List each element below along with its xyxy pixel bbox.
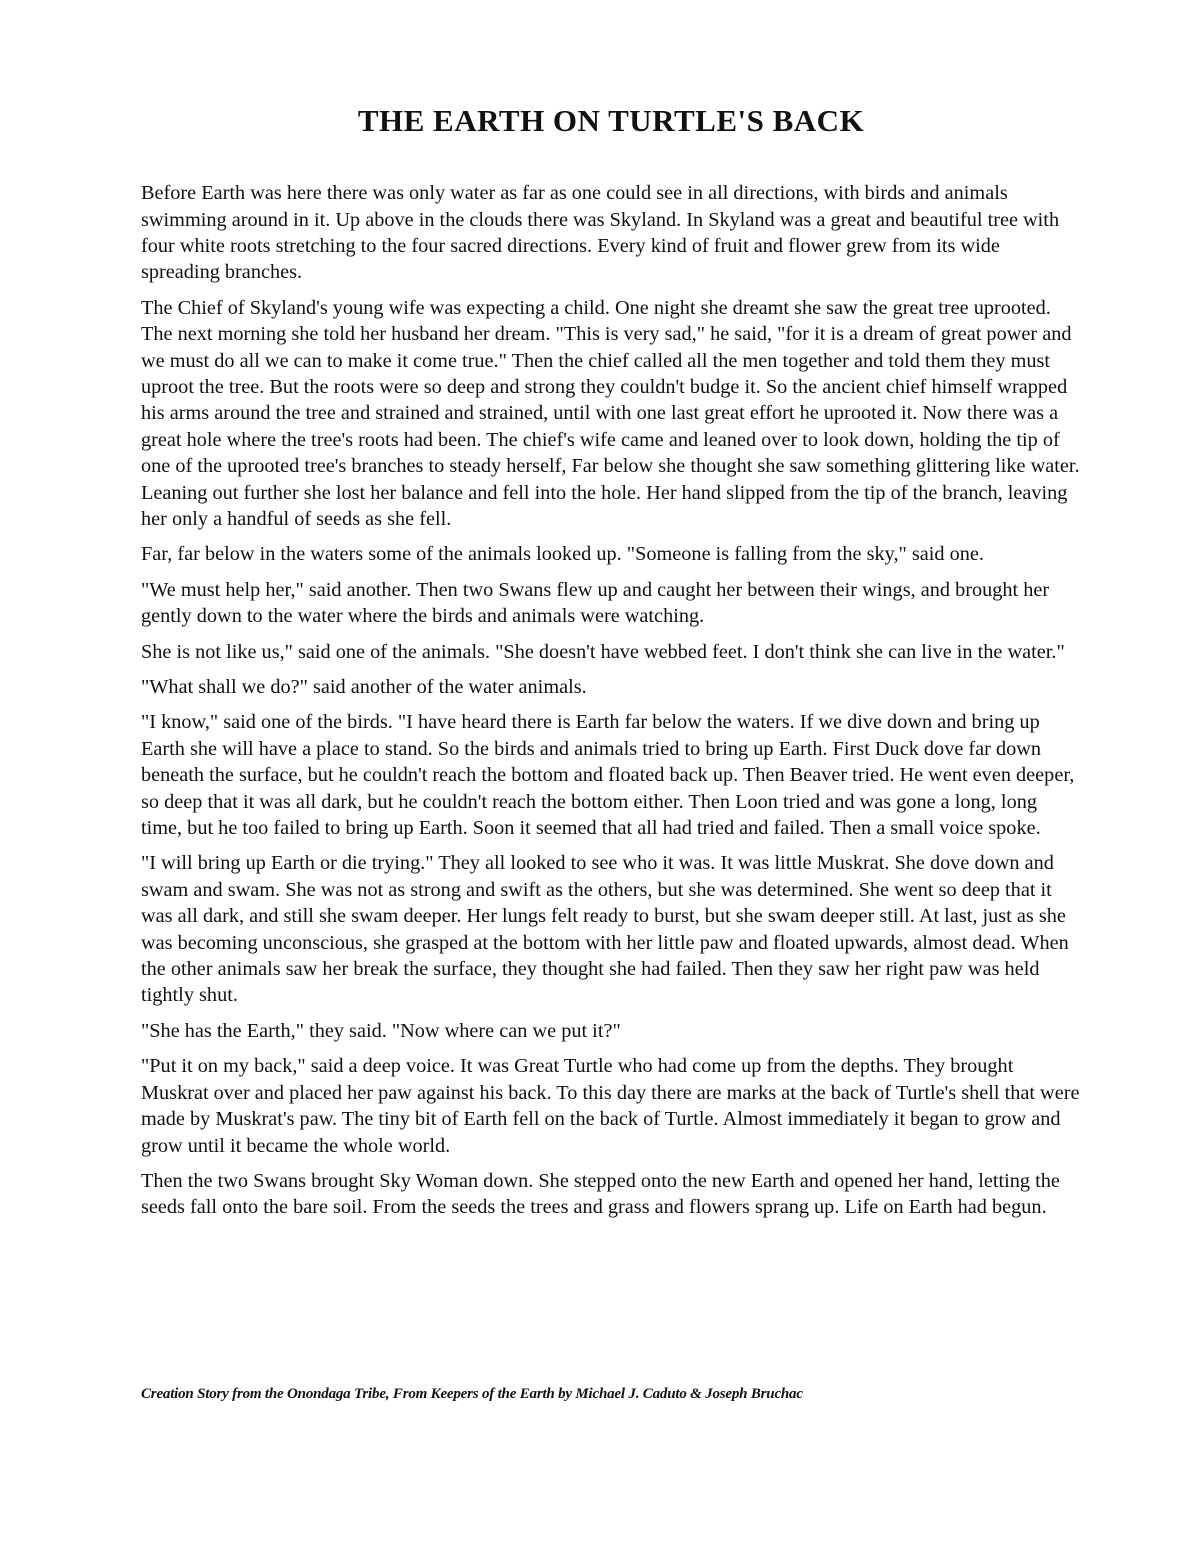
document-title: THE EARTH ON TURTLE'S BACK bbox=[357, 103, 865, 138]
paragraph: Then the two Swans brought Sky Woman down. She stepped onto the new Earth and opened her hand, letting the seeds fall onto the bare soil. From the seeds the trees and grass and flowers sprang up. Life on Earth had begun. bbox=[141, 1169, 1060, 1219]
source-citation: Creation Story from the Onondaga Tribe, From Keepers of the Earth by Michael J. Caduto & Joseph Bruchac bbox=[141, 1386, 803, 1402]
paragraph: She is not like us," said one of the animals. "She doesn't have webbed feet. I don't think she can live in the water." bbox=[141, 640, 1065, 663]
paragraph: "I know," said one of the birds. "I have heard there is Earth far below the waters. If we dive down and bring up Earth she will have a place to stand. So the birds and animals tried to bring up Earth. First Duck dove far down beneath the surface, but he couldn't reach the bottom and floated back up. Then Beaver tried. He went even deeper, so deep that it was all dark, but he couldn't reach the bottom either. Then Loon tried and was gone a long, long time, but he too failed to bring up Earth. Soon it seemed that all had tried and failed. Then a small voice spoke. bbox=[141, 711, 1075, 840]
paragraph: The Chief of Skyland's young wife was expecting a child. One night she dreamt she saw the great tree uprooted. The next morning she told her husband her dream. "This is very sad," he said, "for it is a dream of great power and we must do all we can to make it come true." Then the chief called all the men together and told them they must uproot the tree. But the roots were so deep and strong they couldn't budge it. So the ancient chief himself wrapped his arms around the tree and strained and strained, until with one last great effort he uprooted it. Now there was a great hole where the tree's roots had been. The chief's wife came and leaned over to look down, holding the tip of one of the uprooted tree's branches to steady herself, Far below she thought she saw something glittering like water. Leaning out further she lost her balance and fell into the hole. Her hand slipped from the tip of the branch, leaving her only a handful of seeds as she fell. bbox=[141, 296, 1080, 530]
paragraph: Far, far below in the waters some of the animals looked up. "Someone is falling from the sky," said one. bbox=[141, 543, 984, 566]
story-body bbox=[141, 180, 1081, 1221]
paragraph: Before Earth was here there was only water as far as one could see in all directions, with birds and animals swimming around in it. Up above in the clouds there was Skyland. In Skyland was a great and beautiful tree with four white roots stretching to the four sacred directions. Every kind of fruit and flower grew from its wide spreading branches. bbox=[141, 182, 1060, 284]
paragraph: "We must help her," said another. Then two Swans flew up and caught her between their wings, and brought her gently down to the water where the birds and animals were watching. bbox=[141, 578, 1050, 628]
document-page bbox=[141, 103, 1081, 1402]
paragraph: "I will bring up Earth or die trying." They all looked to see who it was. It was little Muskrat. She dove down and swam and swam. She was not as strong and swift as the others, but she was determined. She went so deep that it was all dark, and still she swam deeper. Her lungs felt ready to burst, but she swam deeper still. At last, just as she was becoming unconscious, she grasped at the bottom with her little paw and floated upwards, almost dead. When the other animals saw her break the surface, they thought she had failed. Then they saw her right paw was held tightly shut. bbox=[141, 852, 1069, 1007]
paragraph: "Put it on my back," said a deep voice. It was Great Turtle who had come up from the depths. They brought Muskrat over and placed her paw against his back. To this day there are marks at the back of Turtle's shell that were made by Muskrat's paw. The tiny bit of Earth fell on the back of Turtle. Almost immediately it began to grow and grow until it became the whole world. bbox=[141, 1055, 1080, 1157]
paragraph: "She has the Earth," they said. "Now where can we put it?" bbox=[141, 1019, 621, 1042]
paragraph: "What shall we do?" said another of the water animals. bbox=[141, 676, 587, 698]
